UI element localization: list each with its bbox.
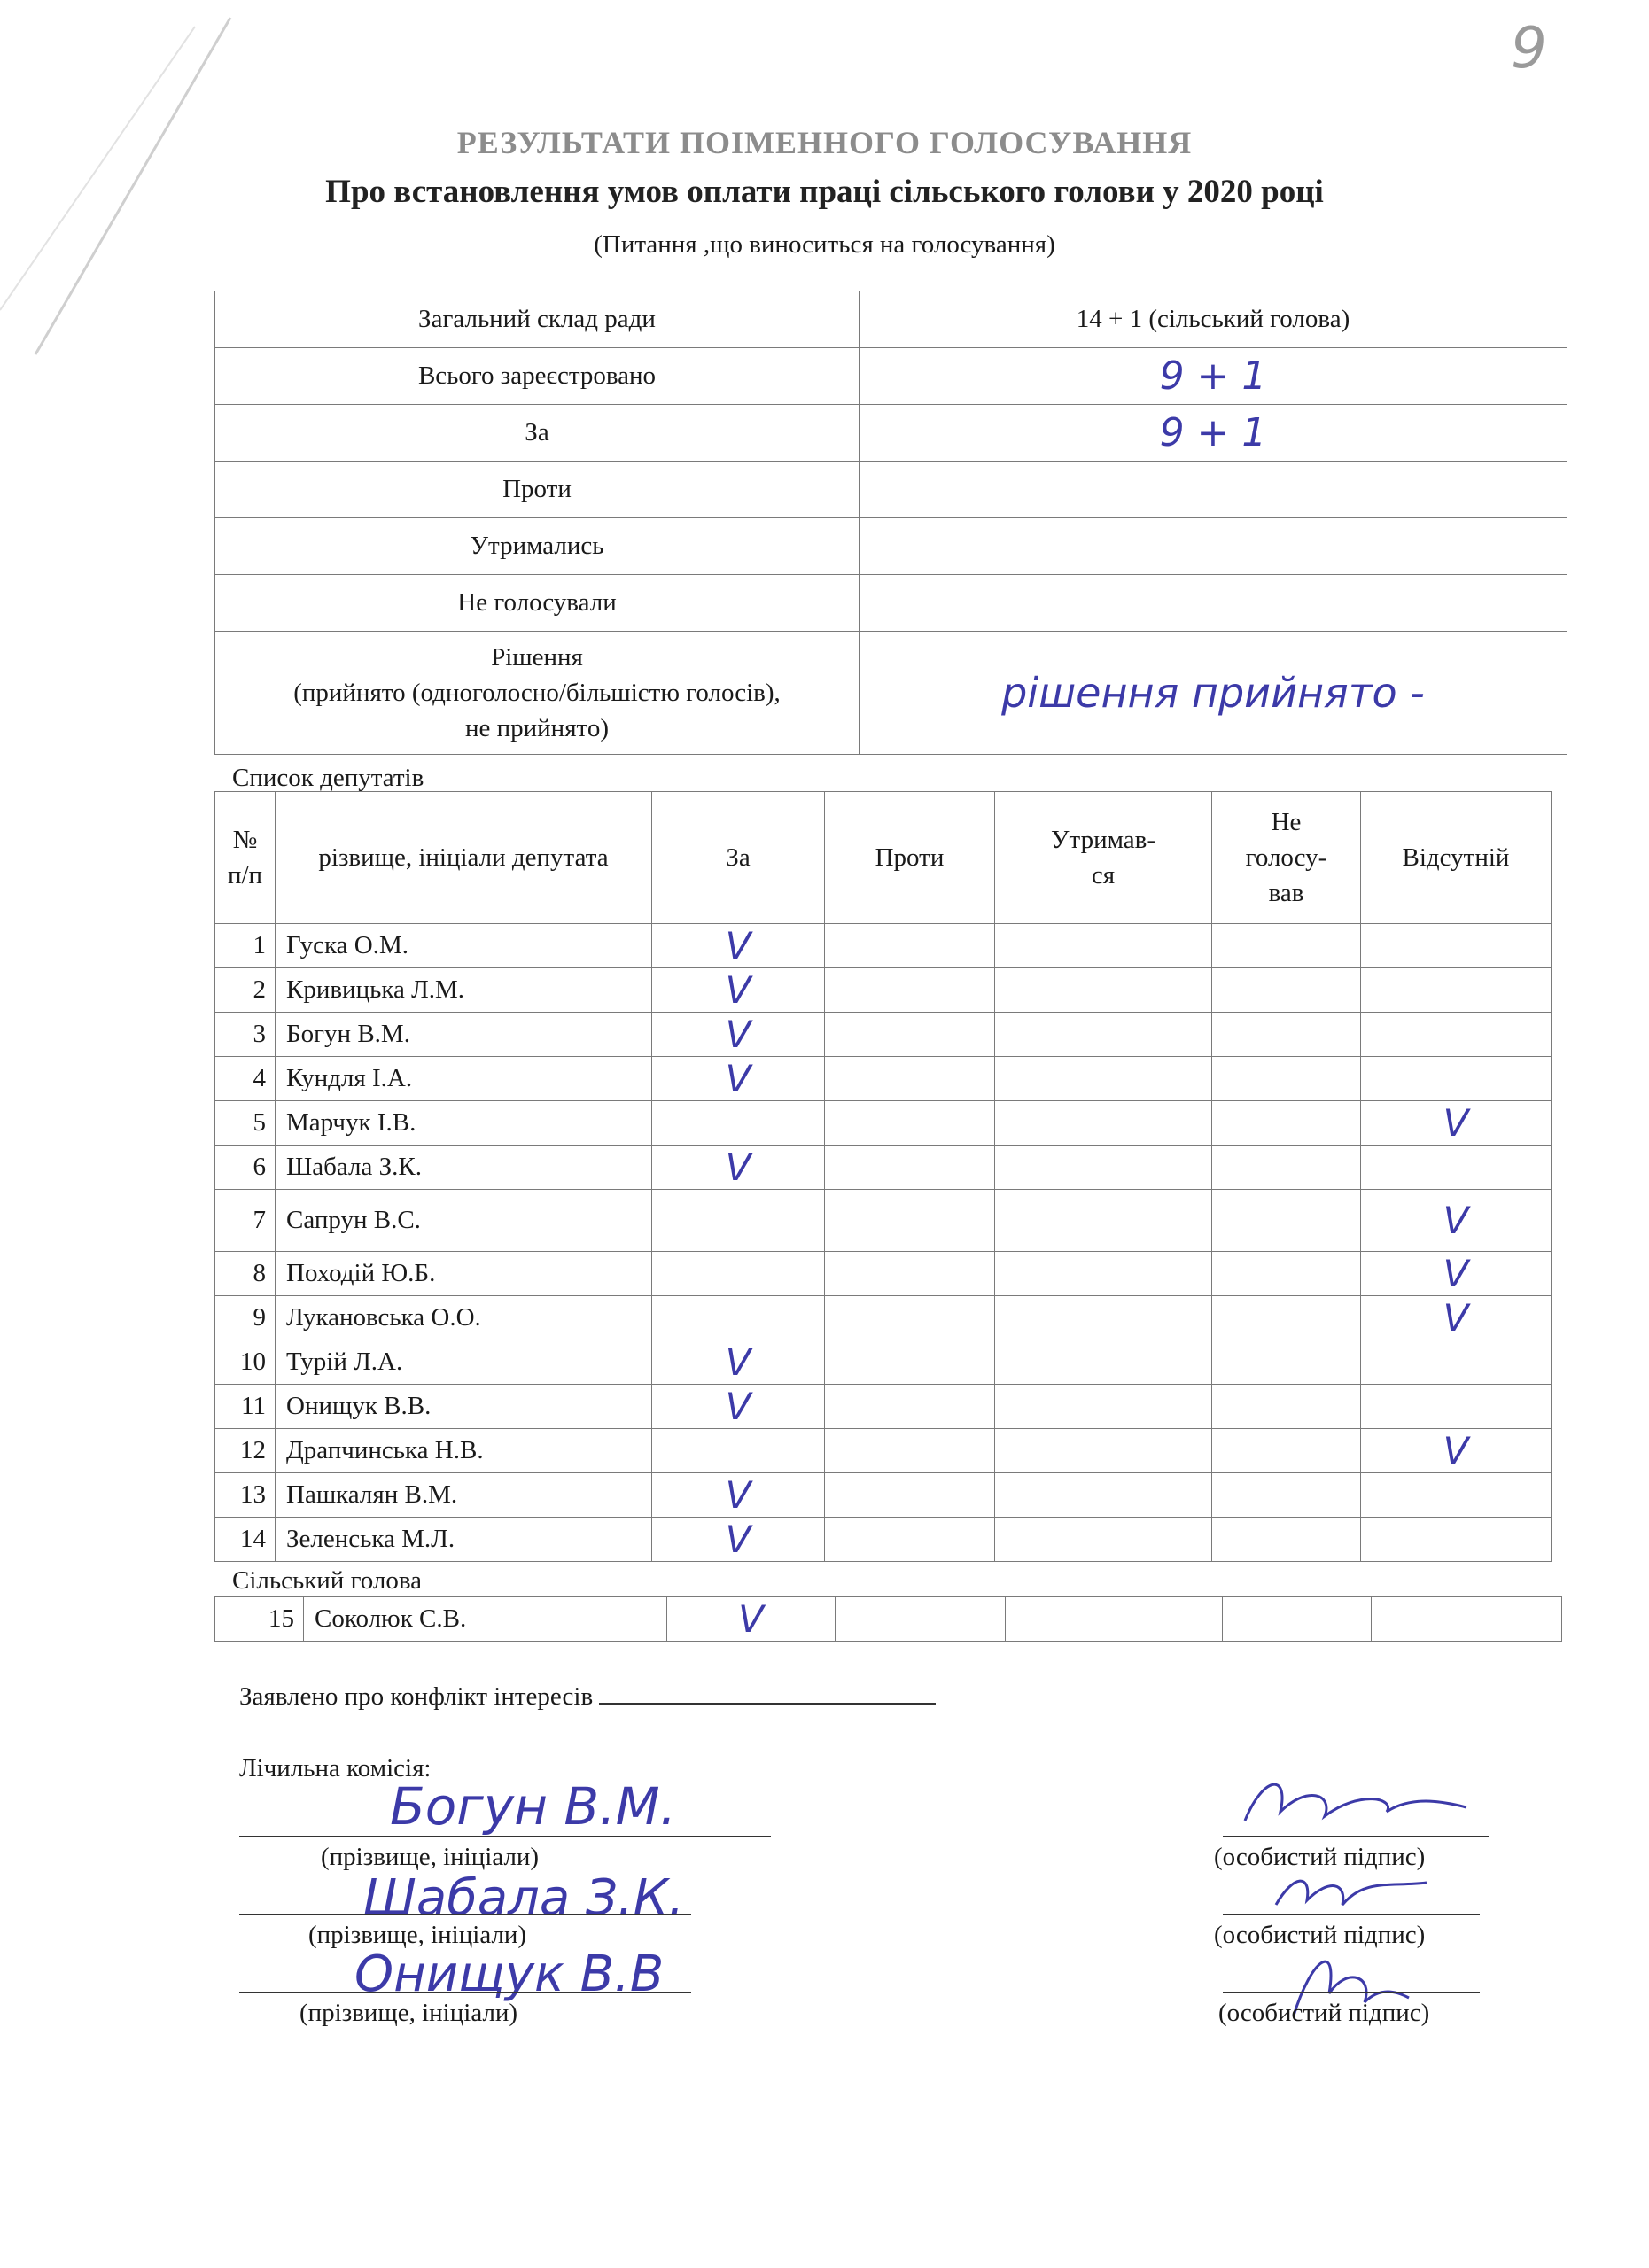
table-row [215,924,1552,968]
vote-cell-ne [1212,968,1361,1013]
header-name: різвище, ініціали депутата [276,792,652,924]
deputy-name: Зеленська М.Л. [276,1518,652,1562]
vote-cell-za [652,1013,825,1057]
vote-cell-absent [1361,1190,1552,1252]
signature-line [1223,1992,1480,1993]
vote-cell-utrym [995,1429,1212,1473]
document-subtitle: Про встановлення умов оплати праці сільського голови у 2020 році [325,174,1324,210]
header-utrym [995,792,1212,924]
vote-cell-utrym [995,1340,1212,1385]
signature-1-icon [1227,1759,1484,1847]
table-row [215,1429,1552,1473]
vote-cell-ne [1223,1597,1372,1642]
vote-cell-za [652,1101,825,1146]
decision-label-line: не прийнято) [464,714,609,742]
summary-row [215,462,1567,518]
vote-cell-proty [825,1385,995,1429]
deputies-table [214,791,1552,1562]
deputy-name: Кривицька Л.М. [276,968,652,1013]
summary-value-handwritten: 9 + 1 [860,405,1567,462]
vote-cell-proty [825,1518,995,1562]
vote-cell-utrym [995,1473,1212,1518]
vote-cell-za [652,1340,825,1385]
vote-cell-ne [1212,1101,1361,1146]
row-number: 3 [215,1013,276,1057]
vote-cell-absent [1361,924,1552,968]
name-caption: (прізвище, ініціали) [321,1843,540,1871]
summary-value [860,575,1567,632]
vote-cell-absent [1372,1597,1562,1642]
table-row [215,1473,1552,1518]
check-mark-icon: V [725,1057,751,1100]
signature-2-icon [1258,1856,1453,1927]
vote-cell-utrym [1006,1597,1223,1642]
row-number: 13 [215,1473,276,1518]
summary-row [215,575,1567,632]
vote-cell-utrym [995,1385,1212,1429]
check-mark-icon: V [738,1597,764,1641]
name-caption: (прізвище, ініціали) [299,1999,518,2027]
vote-cell-ne [1212,1429,1361,1473]
signature-line [1223,1836,1489,1837]
deputy-name: Сапрун В.С. [276,1190,652,1252]
vote-cell-ne [1212,1296,1361,1340]
deputy-name: Пашкалян В.М. [276,1473,652,1518]
row-number: 15 [215,1597,304,1642]
deputy-name: Кундля І.А. [276,1057,652,1101]
signature-line [1223,1914,1480,1915]
vote-cell-utrym [995,1190,1212,1252]
table-row [215,1190,1552,1252]
vote-cell-proty [825,1296,995,1340]
summary-row [215,348,1567,405]
name-line [239,1914,691,1915]
table-row [215,1252,1552,1296]
deputy-name: Соколюк С.В. [304,1597,667,1642]
question-note: (Питання ,що виноситься на голосування) [594,230,1055,259]
vote-cell-ne [1212,1252,1361,1296]
header-ne-line: Не [1271,808,1302,836]
deputy-name: Богун В.М. [276,1013,652,1057]
vote-cell-za [667,1597,836,1642]
table-row [215,1013,1552,1057]
vote-cell-absent [1361,1252,1552,1296]
vote-cell-ne [1212,1340,1361,1385]
summary-value: 14 + 1 (сільський голова) [860,291,1567,348]
vote-cell-absent [1361,1385,1552,1429]
summary-row [215,518,1567,575]
deputy-name: Гуска О.М. [276,924,652,968]
vote-cell-za [652,1190,825,1252]
vote-cell-ne [1212,1518,1361,1562]
deputy-name: Походій Ю.Б. [276,1252,652,1296]
table-row [215,1385,1552,1429]
vote-cell-proty [825,1013,995,1057]
row-number: 9 [215,1296,276,1340]
vote-cell-utrym [995,1518,1212,1562]
vote-cell-proty [825,1473,995,1518]
check-mark-icon: V [1443,1101,1469,1145]
check-mark-icon: V [725,1013,751,1056]
row-number: 2 [215,968,276,1013]
summary-value-handwritten: 9 + 1 [860,348,1567,405]
summary-label: Не голосували [215,575,860,632]
row-number: 4 [215,1057,276,1101]
table-row [215,1518,1552,1562]
table-row [215,1146,1552,1190]
check-mark-icon: V [725,1385,751,1428]
vote-cell-za [652,1296,825,1340]
summary-value [860,518,1567,575]
vote-cell-ne [1212,1190,1361,1252]
check-mark-icon: V [1443,1252,1469,1295]
signature-caption: (особистий підпис) [1214,1921,1426,1949]
header-utrym-line: Утримав- [1051,826,1155,854]
decision-label-line: (прийнято (одноголосно/більшістю голосів), [293,679,781,707]
vote-cell-proty [825,1146,995,1190]
row-number: 12 [215,1429,276,1473]
vote-cell-absent [1361,1057,1552,1101]
vote-cell-utrym [995,1013,1212,1057]
row-number: 8 [215,1252,276,1296]
table-row [215,1296,1552,1340]
page-number: 9 [1511,16,1547,82]
commission-name-handwritten: Шабала З.К. [363,1869,685,1927]
vote-cell-za [652,1473,825,1518]
vote-cell-absent [1361,1429,1552,1473]
header-num [215,792,276,924]
vote-cell-proty [825,1101,995,1146]
deputies-table-body [215,924,1552,1562]
vote-cell-za [652,1252,825,1296]
header-utrym-line: ся [1091,861,1116,889]
summary-table [214,291,1567,755]
commission-label: Лічильна комісія: [239,1754,432,1783]
conflict-statement [239,1682,936,1712]
vote-cell-absent [1361,1518,1552,1562]
vote-cell-ne [1212,1013,1361,1057]
vote-cell-proty [836,1597,1006,1642]
check-mark-icon: V [1443,1296,1469,1340]
vote-cell-za [652,968,825,1013]
summary-value [860,462,1567,518]
document-title: РЕЗУЛЬТАТИ ПОІМЕННОГО ГОЛОСУВАННЯ [456,125,1193,160]
check-mark-icon: V [725,1518,751,1561]
summary-label: Утримались [215,518,860,575]
summary-row [215,405,1567,462]
vote-cell-za [652,1518,825,1562]
deputy-name: Турій Л.А. [276,1340,652,1385]
deputy-name: Марчук І.В. [276,1101,652,1146]
row-number: 1 [215,924,276,968]
vote-cell-ne [1212,1385,1361,1429]
check-mark-icon: V [725,968,751,1012]
summary-label: Всього зареєстровано [215,348,860,405]
check-mark-icon: V [725,1146,751,1189]
summary-label: Проти [215,462,860,518]
vote-cell-utrym [995,1057,1212,1101]
vote-cell-utrym [995,1296,1212,1340]
vote-cell-absent [1361,1296,1552,1340]
name-line [239,1992,691,1993]
vote-cell-ne [1212,1473,1361,1518]
vote-cell-proty [825,968,995,1013]
check-mark-icon: V [1443,1199,1469,1242]
header-absent: Відсутній [1361,792,1552,924]
vote-cell-ne [1212,924,1361,968]
vote-cell-absent [1361,1101,1552,1146]
deputy-name: Драпчинська Н.В. [276,1429,652,1473]
decision-label [215,632,860,755]
row-number: 14 [215,1518,276,1562]
table-row [215,1340,1552,1385]
table-row [215,968,1552,1013]
vote-cell-utrym [995,968,1212,1013]
vote-cell-absent [1361,1340,1552,1385]
commission-name-handwritten: Богун В.М. [390,1776,677,1837]
deputy-name: Онищук В.В. [276,1385,652,1429]
conflict-text: Заявлено про конфлікт інтересів [239,1682,594,1711]
vote-cell-za [652,1385,825,1429]
signature-caption: (особистий підпис) [1214,1843,1426,1871]
vote-cell-proty [825,1340,995,1385]
head-label: Сільський голова [232,1566,423,1595]
row-number: 7 [215,1190,276,1252]
vote-cell-absent [1361,968,1552,1013]
vote-cell-za [652,924,825,968]
table-header-row [215,792,1552,924]
vote-cell-za [652,1429,825,1473]
summary-label: Загальний склад ради [215,291,860,348]
commission-name-handwritten: Онищук В.В [354,1946,665,2003]
row-number: 10 [215,1340,276,1385]
conflict-blank-line [599,1682,936,1705]
header-proty: Проти [825,792,995,924]
vote-cell-absent [1361,1473,1552,1518]
vote-cell-proty [825,1429,995,1473]
check-mark-icon: V [725,924,751,967]
head-table-body [215,1597,1562,1642]
summary-label: За [215,405,860,462]
deputy-name: Лукановська О.О. [276,1296,652,1340]
deputies-list-label: Список депутатів [232,764,424,792]
header-ne-line: вав [1268,879,1304,907]
name-line [239,1836,771,1837]
summary-row [215,291,1567,348]
header-ne-golosuvav [1212,792,1361,924]
check-mark-icon: V [725,1473,751,1517]
header-za: За [652,792,825,924]
check-mark-icon: V [1443,1429,1469,1472]
row-number: 6 [215,1146,276,1190]
check-mark-icon: V [725,1340,751,1384]
row-number: 5 [215,1101,276,1146]
header-ne-line: голосу- [1245,843,1327,872]
table-row [215,1057,1552,1101]
row-number: 11 [215,1385,276,1429]
vote-cell-absent [1361,1146,1552,1190]
vote-cell-proty [825,1190,995,1252]
signature-caption: (особистий підпис) [1218,1999,1430,2027]
vote-cell-proty [825,1057,995,1101]
decision-value-handwritten: рішення прийнято - [860,632,1567,755]
vote-cell-za [652,1057,825,1101]
vote-cell-utrym [995,1146,1212,1190]
table-row [215,1101,1552,1146]
deputy-name: Шабала З.К. [276,1146,652,1190]
decision-label-line: Рішення [491,643,583,672]
name-caption: (прізвище, ініціали) [308,1921,527,1949]
vote-cell-za [652,1146,825,1190]
header-num-line: п/п [227,861,263,889]
vote-cell-utrym [995,1252,1212,1296]
decision-row [215,632,1567,755]
vote-cell-ne [1212,1057,1361,1101]
vote-cell-ne [1212,1146,1361,1190]
table-row [215,1597,1562,1642]
vote-cell-utrym [995,924,1212,968]
vote-cell-proty [825,924,995,968]
vote-cell-proty [825,1252,995,1296]
vote-cell-absent [1361,1013,1552,1057]
vote-cell-utrym [995,1101,1212,1146]
head-table [214,1596,1562,1642]
header-num-line: № [232,826,258,854]
